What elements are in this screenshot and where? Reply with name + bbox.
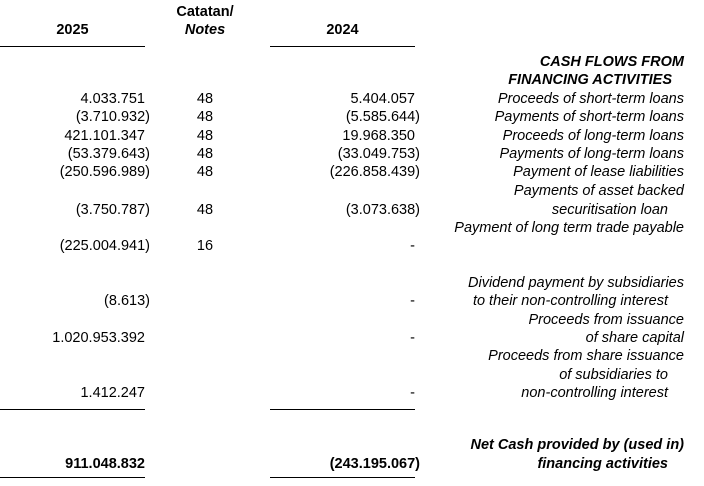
- row-note: 48: [196, 146, 214, 162]
- row-description-line2: of subsidiaries to: [559, 367, 668, 383]
- total-description-line1: Net Cash provided by (used in): [470, 437, 684, 453]
- total-2025-value: 911.048.832: [65, 456, 145, 472]
- row-2025-value: (225.004.941): [59, 238, 150, 254]
- total-description-line2: financing activities: [537, 456, 668, 472]
- row-2025-value: 421.101.347: [64, 128, 145, 144]
- row-note: 16: [196, 238, 214, 254]
- row-2025-value: (3.710.932): [75, 109, 150, 125]
- row-description-line2: to their non-controlling interest: [472, 293, 668, 309]
- row-2024-value: (226.858.439): [329, 164, 420, 180]
- row-description-line2: securitisation loan: [551, 202, 668, 218]
- row-note: 48: [196, 164, 214, 180]
- row-description-line3: non-controlling interest: [521, 385, 668, 401]
- row-note: 48: [196, 128, 214, 144]
- header-notes-line2: Notes: [184, 22, 226, 38]
- row-2024-value: -: [410, 385, 415, 401]
- row-note: 48: [196, 109, 214, 125]
- row-description-line1: Proceeds from issuance: [528, 312, 684, 328]
- row-2025-value: (8.613): [104, 293, 150, 309]
- total-rule-2024: [270, 477, 415, 478]
- row-note: 48: [196, 202, 214, 218]
- total-rule-2025: [0, 477, 145, 478]
- row-2025-value: 4.033.751: [80, 91, 145, 107]
- row-2024-value: (5.585.644): [345, 109, 420, 125]
- header-rule-2025: [0, 46, 145, 47]
- row-description: Payment of lease liabilities: [513, 164, 684, 180]
- row-description: Proceeds of long-term loans: [502, 128, 684, 144]
- row-2024-value: 19.968.350: [342, 128, 415, 144]
- row-description-line1: Dividend payment by subsidiaries: [468, 275, 684, 291]
- row-description: Proceeds of short-term loans: [497, 91, 684, 107]
- row-2025-value: (250.596.989): [59, 164, 150, 180]
- row-2024-value: (3.073.638): [345, 202, 420, 218]
- header-rule-2024: [270, 46, 415, 47]
- row-2024-value: -: [410, 293, 415, 309]
- row-2024-value: (33.049.753): [337, 146, 420, 162]
- row-description: Payments of long-term loans: [499, 146, 684, 162]
- header-notes-line1: Catatan/: [176, 4, 234, 20]
- row-description-line2: of share capital: [585, 330, 684, 346]
- row-description: Payment of long term trade payable: [454, 220, 684, 236]
- row-description-line1: Proceeds from share issuance: [488, 348, 684, 364]
- row-2025-value: 1.020.953.392: [52, 330, 145, 346]
- subtotal-rule-2025: [0, 409, 145, 410]
- row-description: Payments of short-term loans: [494, 109, 684, 125]
- row-description-line1: Payments of asset backed: [513, 183, 684, 199]
- total-2024-value: (243.195.067): [329, 456, 420, 472]
- row-note: 48: [196, 91, 214, 107]
- section-title-line2: FINANCING ACTIVITIES: [508, 72, 672, 88]
- row-2024-value: -: [410, 330, 415, 346]
- row-2024-value: -: [410, 238, 415, 254]
- row-2025-value: 1.412.247: [80, 385, 145, 401]
- header-2024: 2024: [326, 22, 359, 38]
- section-title-line1: CASH FLOWS FROM: [539, 54, 684, 70]
- subtotal-rule-2024: [270, 409, 415, 410]
- row-2024-value: 5.404.057: [350, 91, 415, 107]
- row-2025-value: (53.379.643): [67, 146, 150, 162]
- row-2025-value: (3.750.787): [75, 202, 150, 218]
- header-2025: 2025: [56, 22, 89, 38]
